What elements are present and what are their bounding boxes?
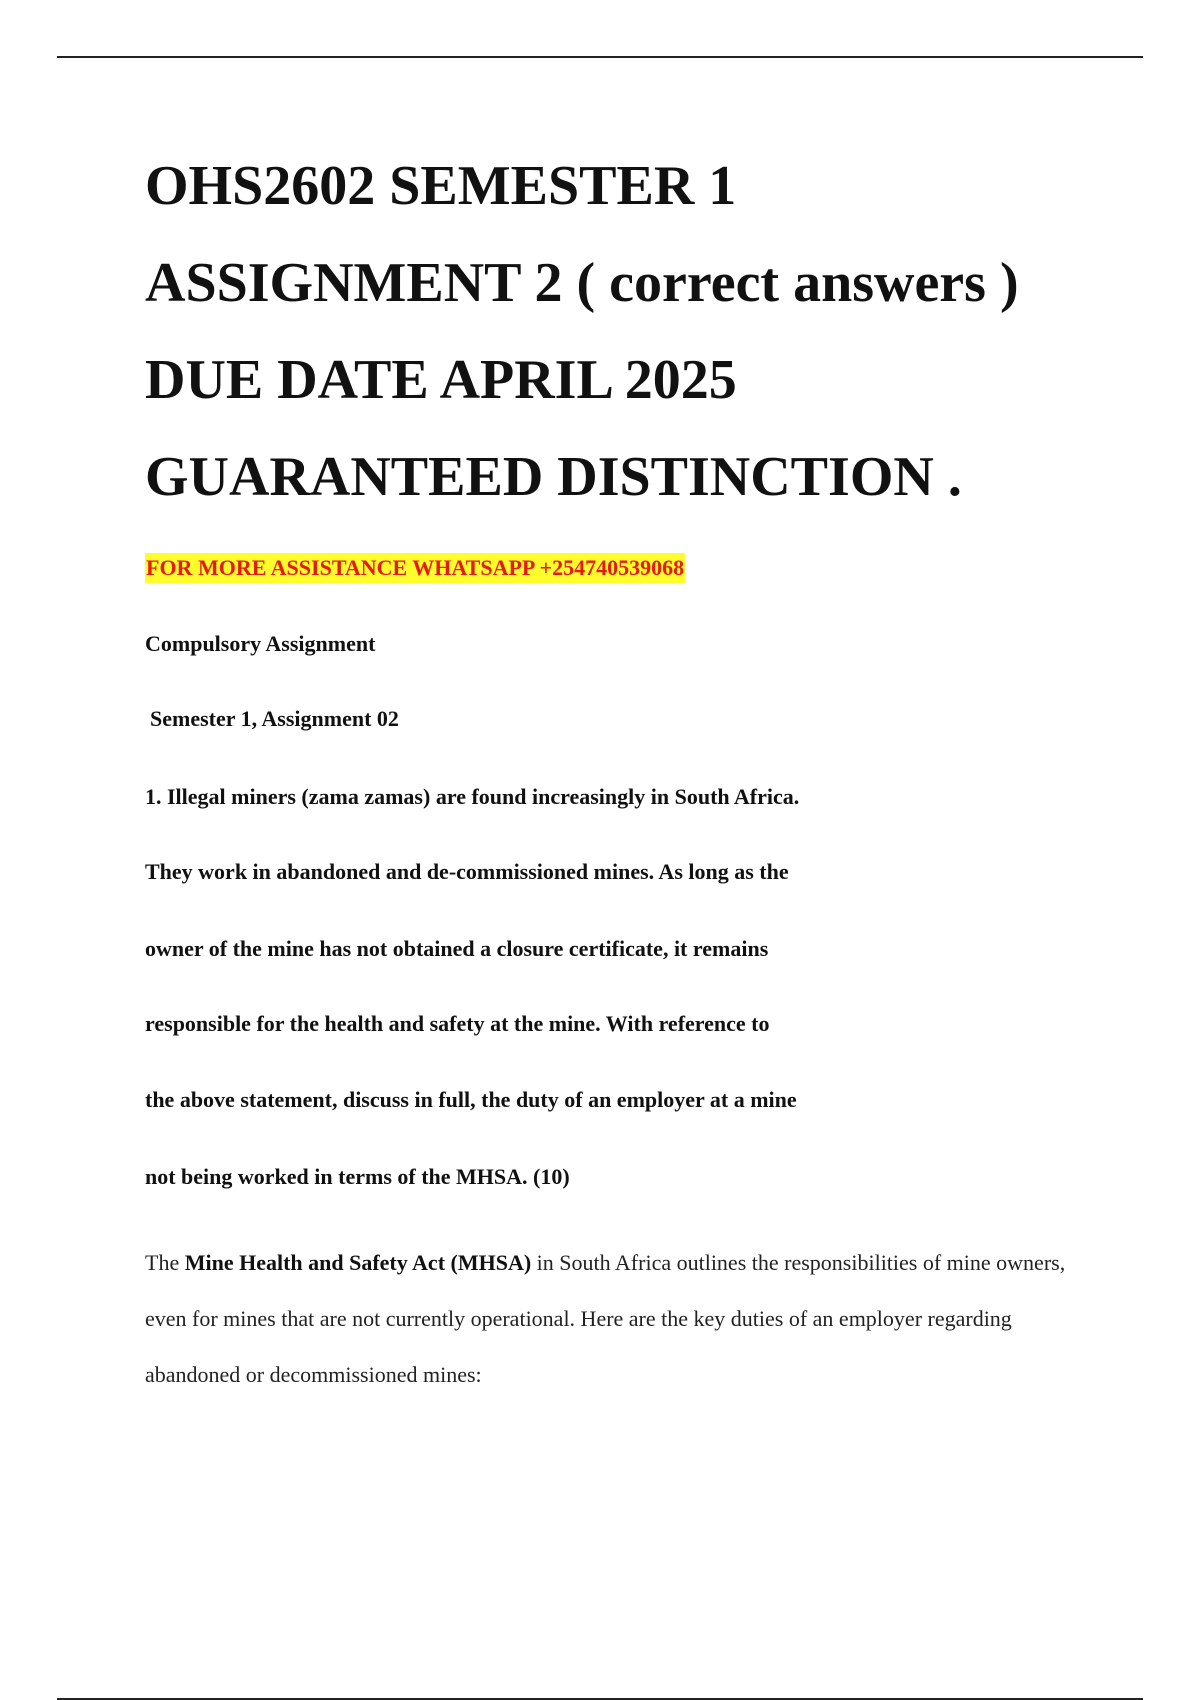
question-line-1: 1. Illegal miners (zama zamas) are found increasingly in South Africa. bbox=[145, 784, 800, 809]
answer-paragraph bbox=[145, 1235, 1095, 1403]
title-line-3: DUE DATE APRIL 2025 bbox=[145, 349, 737, 411]
assignment-id-label: Semester 1, Assignment 02 bbox=[150, 706, 399, 731]
assignment-type-label: Compulsory Assignment bbox=[145, 631, 376, 656]
title-line-2: ASSIGNMENT 2 ( correct answers ) bbox=[145, 252, 1019, 314]
question-line-2: They work in abandoned and de-commissioned mines. As long as the bbox=[145, 859, 789, 884]
question-line-5: the above statement, discuss in full, the duty of an employer at a mine bbox=[145, 1087, 797, 1112]
title-line-1: OHS2602 SEMESTER 1 bbox=[145, 155, 737, 217]
question-line-4: responsible for the health and safety at the mine. With reference to bbox=[145, 1011, 770, 1036]
answer-body: in South Africa outlines the responsibilities of mine owners, even for mines that are not currently operational. Here are the key duties of an employer regarding abandoned or decommissioned mines: bbox=[145, 1250, 1066, 1387]
act-name: Mine Health and Safety Act (MHSA) bbox=[184, 1250, 532, 1275]
answer-prefix: The bbox=[145, 1250, 185, 1275]
title-line-4: GUARANTEED DISTINCTION . bbox=[145, 446, 962, 508]
top-rule bbox=[57, 56, 1143, 58]
question-line-3: owner of the mine has not obtained a closure certificate, it remains bbox=[145, 936, 769, 961]
whatsapp-promo-highlight: FOR MORE ASSISTANCE WHATSAPP +254740539068 bbox=[145, 553, 685, 583]
document-title bbox=[145, 138, 1145, 526]
question-line-6: not being worked in terms of the MHSA. (10) bbox=[145, 1164, 570, 1189]
